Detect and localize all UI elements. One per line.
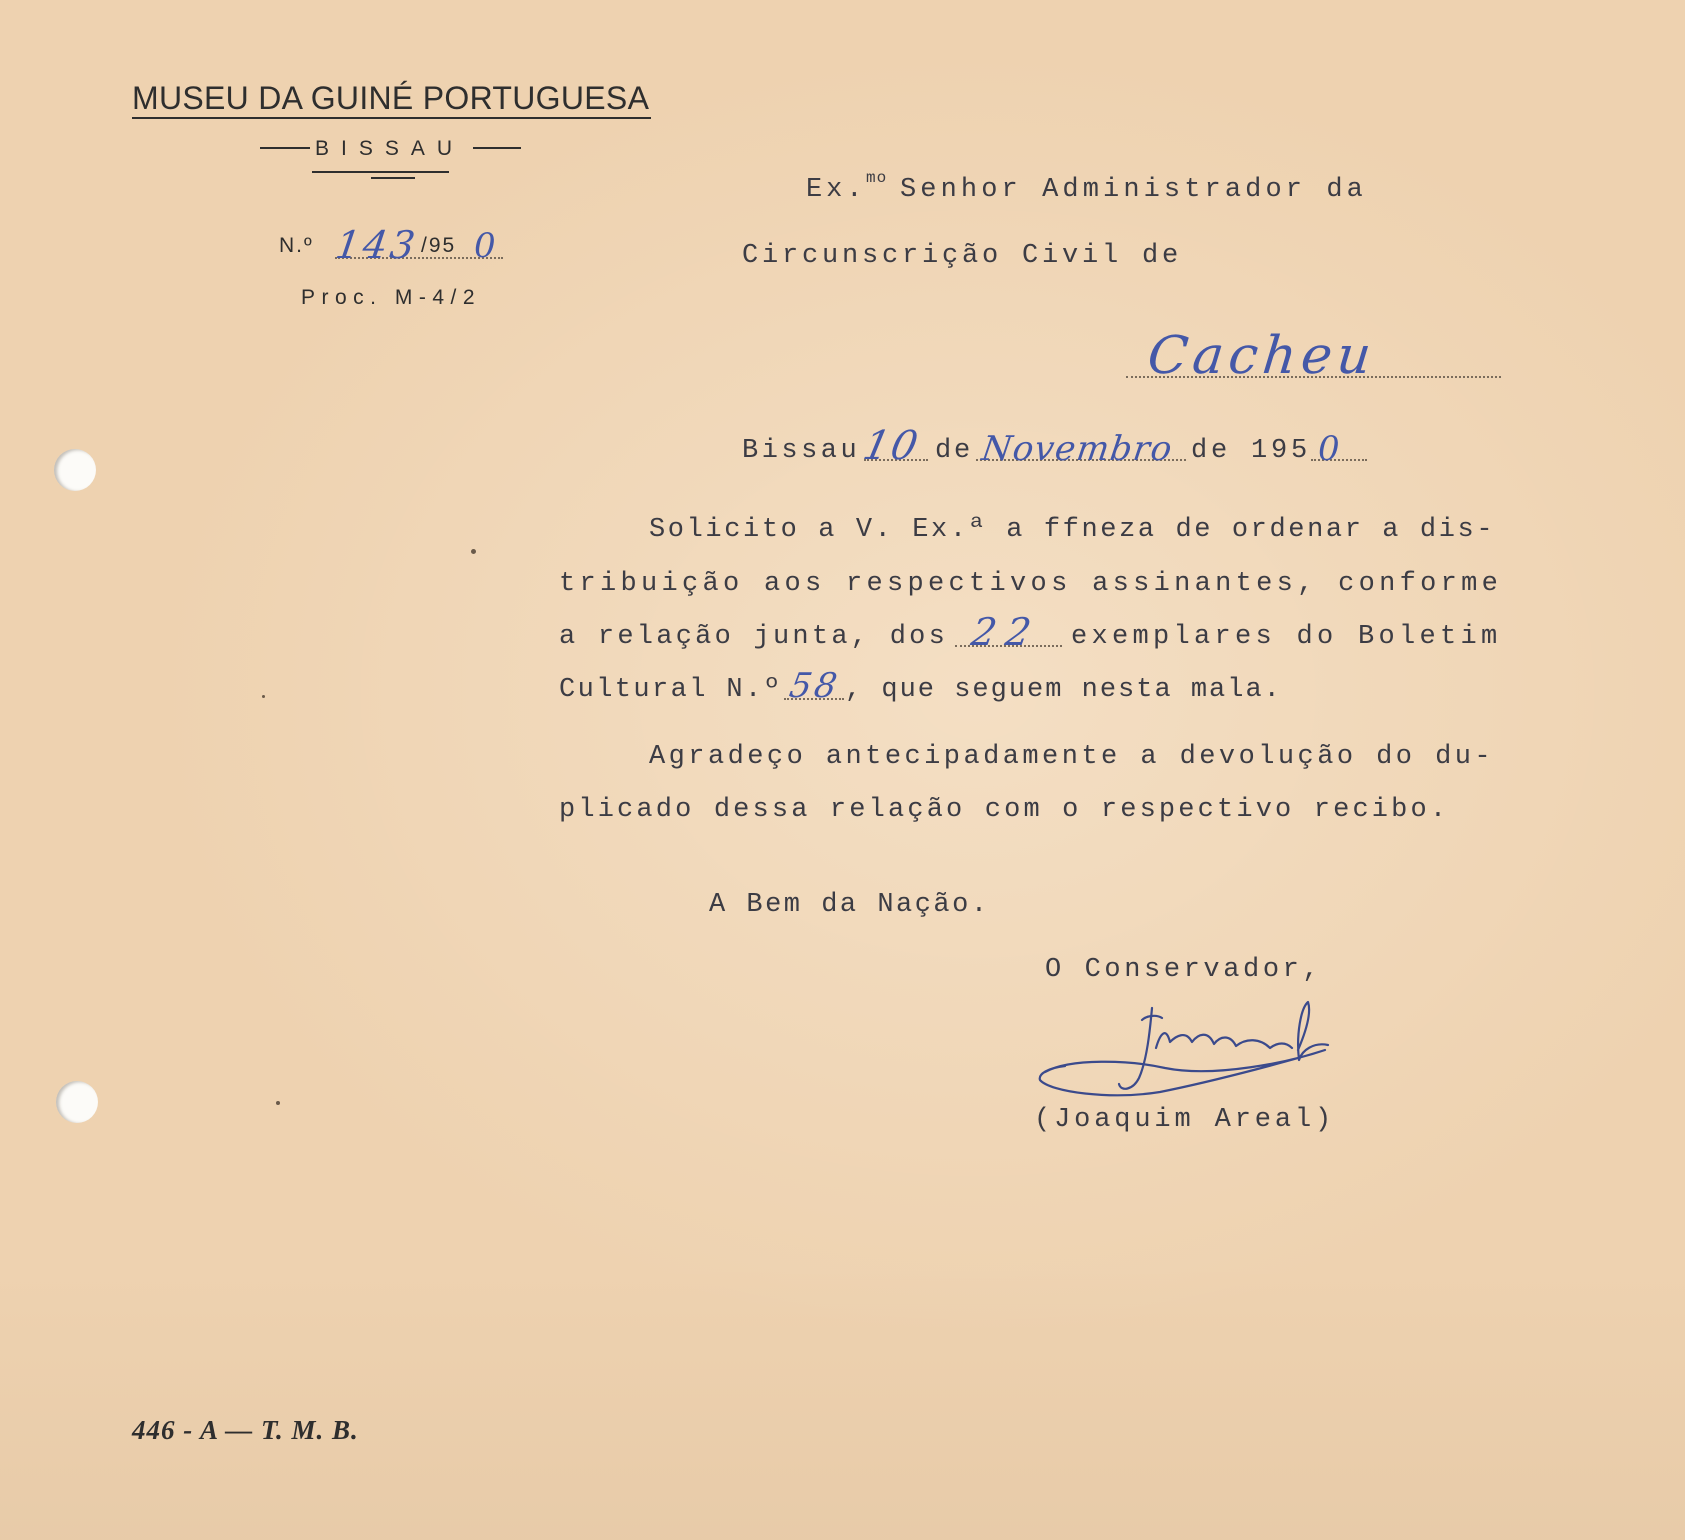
date-de: de — [935, 436, 974, 466]
number-label: N.º — [279, 234, 314, 257]
number-year-handwritten: 0 — [474, 226, 496, 266]
body-p1-line-3a: a relação junta, dos — [559, 622, 949, 652]
body-p2-line-1: Agradeço antecipadamente a devolução do du- — [649, 742, 1495, 772]
body-p1-line-2: tribuição aos respectivos assinantes, conforme — [559, 569, 1503, 599]
copies-handwritten: 22 — [968, 610, 1045, 654]
body-p1-line-3b: exemplares do Boletim — [1071, 622, 1502, 652]
closing-title: O Conservador, — [1045, 955, 1323, 985]
punch-hole-top — [54, 449, 96, 491]
letterhead-underline — [132, 117, 651, 119]
addressee-district-handwritten: Cacheu — [1144, 326, 1379, 386]
punch-hole-bottom — [56, 1081, 98, 1123]
signatory-name: (Joaquim Areal) — [1034, 1105, 1336, 1135]
signature-strokes — [1040, 1002, 1328, 1095]
signature-letters — [1156, 1033, 1292, 1048]
addressee-line-2: Circunscrição Civil de — [742, 241, 1183, 271]
date-year-printed: de 195 — [1191, 436, 1312, 466]
city-dash-right — [473, 147, 521, 149]
letterhead-rule — [312, 171, 449, 173]
city-name: BISSAU — [315, 137, 465, 160]
paper-speck — [262, 695, 265, 698]
number-handwritten: 143 — [332, 223, 421, 267]
number-year-printed: /95 — [421, 234, 457, 257]
date-month-handwritten: Novembro — [979, 429, 1176, 469]
date-place: Bissau — [742, 436, 861, 466]
body-p1-line-4b: , que seguem nesta mala. — [845, 675, 1282, 705]
district-dotted-line — [1126, 376, 1501, 378]
signature-lasso — [1040, 1050, 1325, 1095]
body-p1-line-1: Solicito a V. Ex.ª a ffneza de ordenar a dis- — [649, 515, 1496, 545]
date-year-handwritten: 0 — [1318, 429, 1340, 469]
body-p1-line-4a: Cultural N.º — [559, 675, 783, 705]
closing-formula: A Bem da Nação. — [709, 890, 990, 920]
addressee-salutation-superscript: mo — [866, 169, 888, 187]
addressee-salutation: Ex. — [806, 175, 867, 205]
body-p2-line-2: plicado dessa relação com o respectivo recibo. — [559, 795, 1450, 825]
bulletin-number-handwritten: 58 — [786, 666, 843, 706]
addressee-line-1: Senhor Administrador da — [900, 175, 1367, 205]
process-reference: Proc. M-4/2 — [301, 286, 482, 309]
city-dash-left — [260, 147, 310, 149]
date-day-handwritten: 10 — [859, 423, 924, 469]
letterhead-short-dash — [371, 177, 415, 179]
paper-speck — [471, 549, 476, 554]
paper-speck — [276, 1101, 280, 1105]
institution-name: MUSEU DA GUINÉ PORTUGUESA — [132, 80, 650, 116]
printer-mark: 446 - A — T. M. B. — [132, 1415, 359, 1445]
signature — [1020, 990, 1350, 1110]
